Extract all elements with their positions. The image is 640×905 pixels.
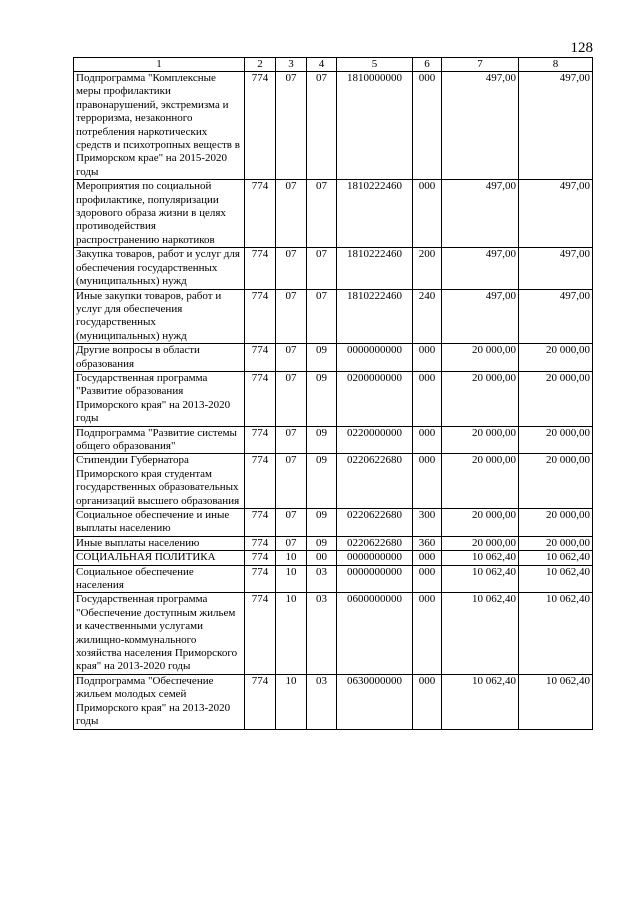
table-row — [74, 180, 593, 248]
amount-col7-cell: 497,00 — [442, 180, 519, 248]
amount-col8-cell: 20 000,00 — [519, 371, 593, 426]
expense-type-cell: 000 — [413, 426, 442, 454]
admin-code-cell: 774 — [245, 344, 276, 372]
subsection-cell: 09 — [307, 509, 337, 537]
table-row — [74, 371, 593, 426]
amount-col8-cell: 497,00 — [519, 248, 593, 289]
table-row — [74, 509, 593, 537]
amount-col8-cell: 10 062,40 — [519, 551, 593, 565]
amount-col8-cell: 20 000,00 — [519, 454, 593, 509]
amount-col7-cell: 10 062,40 — [442, 593, 519, 674]
subsection-cell: 00 — [307, 551, 337, 565]
table-row — [74, 248, 593, 289]
target-article-cell: 1810222460 — [337, 248, 413, 289]
subsection-cell: 09 — [307, 454, 337, 509]
subsection-cell: 03 — [307, 593, 337, 674]
header-col-8: 8 — [519, 58, 593, 72]
header-col-5: 5 — [337, 58, 413, 72]
table-row — [74, 454, 593, 509]
header-row — [74, 58, 593, 72]
amount-col8-cell: 10 062,40 — [519, 593, 593, 674]
subsection-cell: 07 — [307, 248, 337, 289]
admin-code-cell: 774 — [245, 509, 276, 537]
table-row — [74, 72, 593, 180]
header-col-2: 2 — [245, 58, 276, 72]
row-name-cell: Государственная программа "Обеспечение доступным жильем и качественными услугами жилищно-коммунального хозяйства населения Приморского края" на 2013-2020 годы — [74, 593, 245, 674]
table-row — [74, 593, 593, 674]
amount-col8-cell: 20 000,00 — [519, 426, 593, 454]
row-name-cell: СОЦИАЛЬНАЯ ПОЛИТИКА — [74, 551, 245, 565]
target-article-cell: 0000000000 — [337, 344, 413, 372]
expense-type-cell: 000 — [413, 180, 442, 248]
admin-code-cell: 774 — [245, 565, 276, 593]
expense-type-cell: 000 — [413, 72, 442, 180]
target-article-cell: 1810222460 — [337, 289, 413, 344]
row-name-cell: Социальное обеспечение населения — [74, 565, 245, 593]
table-row — [74, 536, 593, 550]
header-col-6: 6 — [413, 58, 442, 72]
section-cell: 10 — [276, 551, 307, 565]
amount-col8-cell: 10 062,40 — [519, 674, 593, 729]
row-name-cell: Социальное обеспечение и иные выплаты населению — [74, 509, 245, 537]
admin-code-cell: 774 — [245, 180, 276, 248]
subsection-cell: 09 — [307, 344, 337, 372]
admin-code-cell: 774 — [245, 551, 276, 565]
table-row — [74, 426, 593, 454]
expense-type-cell: 200 — [413, 248, 442, 289]
page-number: 128 — [570, 40, 593, 56]
amount-col7-cell: 497,00 — [442, 289, 519, 344]
admin-code-cell: 774 — [245, 593, 276, 674]
amount-col7-cell: 497,00 — [442, 248, 519, 289]
table-row — [74, 289, 593, 344]
target-article-cell: 0000000000 — [337, 565, 413, 593]
subsection-cell: 03 — [307, 674, 337, 729]
amount-col8-cell: 497,00 — [519, 289, 593, 344]
table-row — [74, 551, 593, 565]
header-col-3: 3 — [276, 58, 307, 72]
row-name-cell: Подпрограмма "Комплексные меры профилактики правонарушений, экстремизма и терроризма, незаконного потребления наркотических средств и психотропных веществ в Приморском крае" на 2015-2020 годы — [74, 72, 245, 180]
header-col-4: 4 — [307, 58, 337, 72]
admin-code-cell: 774 — [245, 674, 276, 729]
row-name-cell: Иные закупки товаров, работ и услуг для обеспечения государственных (муниципальных) нужд — [74, 289, 245, 344]
header-col-1: 1 — [74, 58, 245, 72]
amount-col7-cell: 10 062,40 — [442, 674, 519, 729]
target-article-cell: 0220622680 — [337, 509, 413, 537]
amount-col7-cell: 20 000,00 — [442, 509, 519, 537]
table-row — [74, 674, 593, 729]
subsection-cell: 07 — [307, 289, 337, 344]
section-cell: 10 — [276, 565, 307, 593]
section-cell: 07 — [276, 509, 307, 537]
section-cell: 07 — [276, 344, 307, 372]
amount-col7-cell: 20 000,00 — [442, 371, 519, 426]
target-article-cell: 0220622680 — [337, 536, 413, 550]
amount-col7-cell: 20 000,00 — [442, 536, 519, 550]
target-article-cell: 0220000000 — [337, 426, 413, 454]
expense-type-cell: 300 — [413, 509, 442, 537]
row-name-cell: Другие вопросы в области образования — [74, 344, 245, 372]
budget-table — [73, 57, 593, 730]
admin-code-cell: 774 — [245, 454, 276, 509]
section-cell: 07 — [276, 72, 307, 180]
amount-col7-cell: 10 062,40 — [442, 565, 519, 593]
admin-code-cell: 774 — [245, 426, 276, 454]
target-article-cell: 0200000000 — [337, 371, 413, 426]
subsection-cell: 03 — [307, 565, 337, 593]
section-cell: 07 — [276, 289, 307, 344]
amount-col7-cell: 20 000,00 — [442, 344, 519, 372]
target-article-cell: 0000000000 — [337, 551, 413, 565]
expense-type-cell: 000 — [413, 454, 442, 509]
admin-code-cell: 774 — [245, 72, 276, 180]
row-name-cell: Мероприятия по социальной профилактике, популяризации здорового образа жизни в целях противодействия распространению наркотиков — [74, 180, 245, 248]
expense-type-cell: 360 — [413, 536, 442, 550]
section-cell: 10 — [276, 674, 307, 729]
row-name-cell: Подпрограмма "Развитие системы общего образования" — [74, 426, 245, 454]
section-cell: 07 — [276, 371, 307, 426]
amount-col7-cell: 497,00 — [442, 72, 519, 180]
subsection-cell: 09 — [307, 371, 337, 426]
amount-col8-cell: 20 000,00 — [519, 344, 593, 372]
expense-type-cell: 000 — [413, 674, 442, 729]
amount-col7-cell: 20 000,00 — [442, 426, 519, 454]
target-article-cell: 0600000000 — [337, 593, 413, 674]
target-article-cell: 1810222460 — [337, 180, 413, 248]
amount-col8-cell: 497,00 — [519, 72, 593, 180]
target-article-cell: 1810000000 — [337, 72, 413, 180]
header-col-7: 7 — [442, 58, 519, 72]
subsection-cell: 09 — [307, 536, 337, 550]
section-cell: 10 — [276, 593, 307, 674]
amount-col8-cell: 20 000,00 — [519, 509, 593, 537]
amount-col8-cell: 10 062,40 — [519, 565, 593, 593]
expense-type-cell: 000 — [413, 593, 442, 674]
amount-col8-cell: 497,00 — [519, 180, 593, 248]
subsection-cell: 09 — [307, 426, 337, 454]
table-row — [74, 565, 593, 593]
row-name-cell: Подпрограмма "Обеспечение жильем молодых семей Приморского края" на 2013-2020 годы — [74, 674, 245, 729]
admin-code-cell: 774 — [245, 536, 276, 550]
admin-code-cell: 774 — [245, 248, 276, 289]
table-row — [74, 344, 593, 372]
section-cell: 07 — [276, 536, 307, 550]
expense-type-cell: 000 — [413, 551, 442, 565]
row-name-cell: Стипендии Губернатора Приморского края студентам государственных образовательных организаций высшего образования — [74, 454, 245, 509]
admin-code-cell: 774 — [245, 371, 276, 426]
amount-col8-cell: 20 000,00 — [519, 536, 593, 550]
amount-col7-cell: 10 062,40 — [442, 551, 519, 565]
row-name-cell: Иные выплаты населению — [74, 536, 245, 550]
target-article-cell: 0630000000 — [337, 674, 413, 729]
section-cell: 07 — [276, 426, 307, 454]
row-name-cell: Закупка товаров, работ и услуг для обеспечения государственных (муниципальных) нужд — [74, 248, 245, 289]
target-article-cell: 0220622680 — [337, 454, 413, 509]
subsection-cell: 07 — [307, 72, 337, 180]
section-cell: 07 — [276, 248, 307, 289]
section-cell: 07 — [276, 180, 307, 248]
expense-type-cell: 000 — [413, 565, 442, 593]
expense-type-cell: 000 — [413, 344, 442, 372]
row-name-cell: Государственная программа "Развитие образования Приморского края" на 2013-2020 годы — [74, 371, 245, 426]
section-cell: 07 — [276, 454, 307, 509]
subsection-cell: 07 — [307, 180, 337, 248]
admin-code-cell: 774 — [245, 289, 276, 344]
amount-col7-cell: 20 000,00 — [442, 454, 519, 509]
expense-type-cell: 000 — [413, 371, 442, 426]
expense-type-cell: 240 — [413, 289, 442, 344]
